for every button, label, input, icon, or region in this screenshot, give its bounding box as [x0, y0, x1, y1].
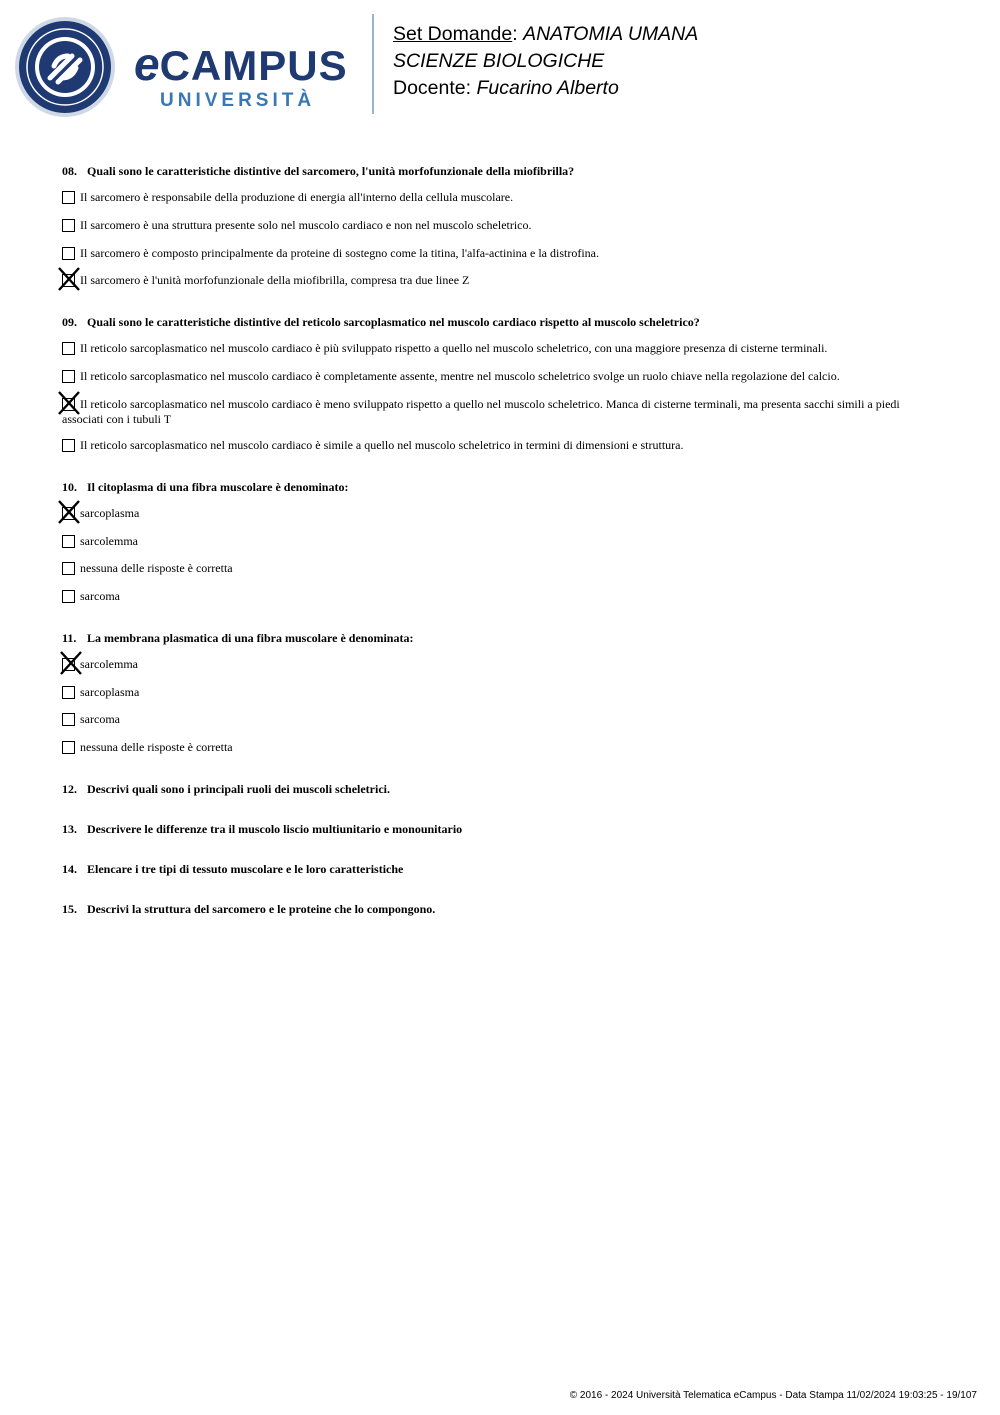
answer-option[interactable]: sarcolemma	[62, 534, 942, 549]
teacher-label: Docente:	[393, 77, 477, 99]
check-x-icon	[59, 650, 83, 676]
question-text: La membrana plasmatica di una fibra muscolare è denominata:	[87, 631, 414, 645]
question-text: Quali sono le caratteristiche distintive del reticolo sarcoplasmatico nel muscolo cardiaco rispetto al muscolo scheletrico?	[87, 315, 700, 329]
ecampus-seal-logo	[14, 16, 116, 118]
course-name: ANATOMIA UMANA	[523, 23, 699, 45]
question-number: 12.	[62, 782, 77, 796]
answer-option[interactable]: Il sarcomero è una struttura presente solo nel muscolo cardiaco e non nel muscolo scheletrico.	[62, 218, 942, 233]
check-x-icon	[57, 390, 81, 416]
answer-option-selected[interactable]: Il reticolo sarcoplasmatico nel muscolo cardiaco è meno sviluppato rispetto a quello nel muscolo scheletrico. Manca di cisterne terminali, ma presenta sacchi simili a piedi associati con i tubuli T	[62, 397, 942, 427]
question-number: 13.	[62, 822, 77, 836]
checkbox[interactable]	[62, 370, 75, 383]
answer-option[interactable]: Il sarcomero è composto principalmente da proteine di sostegno come la titina, l'alfa-actinina e la distrofina.	[62, 246, 942, 261]
checkbox[interactable]	[62, 590, 75, 603]
question-text: Descrivere le differenze tra il muscolo liscio multiunitario e monounitario	[87, 822, 463, 836]
question-text: Il citoplasma di una fibra muscolare è denominato:	[87, 480, 349, 494]
checkbox[interactable]	[62, 342, 75, 355]
degree-name: SCIENZE BIOLOGICHE	[393, 50, 605, 72]
question-15	[62, 902, 435, 917]
question-number: 09.	[62, 315, 77, 329]
check-x-icon	[57, 266, 81, 292]
degree-line	[393, 49, 604, 73]
brand-subtitle: UNIVERSITÀ	[160, 90, 316, 111]
question-14	[62, 862, 403, 877]
check-x-icon	[57, 499, 81, 525]
question-text: Elencare i tre tipi di tessuto muscolare e le loro caratteristiche	[87, 862, 404, 876]
answer-option[interactable]: sarcoma	[62, 712, 942, 727]
answer-option-selected[interactable]: sarcoplasma	[62, 506, 942, 521]
question-12	[62, 782, 390, 797]
question-13	[62, 822, 462, 837]
checkbox[interactable]	[62, 247, 75, 260]
answer-option[interactable]: Il reticolo sarcoplasmatico nel muscolo cardiaco è simile a quello nel muscolo scheletrico in termini di dimensioni e struttura.	[62, 438, 942, 453]
answer-option[interactable]: Il reticolo sarcoplasmatico nel muscolo cardiaco è completamente assente, mentre nel muscolo scheletrico svolge un ruolo chiave nella regolazione del calcio.	[62, 369, 942, 384]
question-number: 14.	[62, 862, 77, 876]
answer-option[interactable]: nessuna delle risposte è corretta	[62, 561, 942, 576]
answer-option-selected[interactable]: sarcolemma	[62, 657, 942, 672]
page-footer: © 2016 - 2024 Università Telematica eCampus - Data Stampa 11/02/2024 19:03:25 - 19/107	[569, 1390, 977, 1401]
question-10	[62, 480, 348, 495]
checkbox[interactable]	[62, 562, 75, 575]
header-divider	[372, 14, 374, 114]
question-11	[62, 631, 413, 646]
checkbox[interactable]	[62, 191, 75, 204]
question-number: 15.	[62, 902, 77, 916]
question-number: 08.	[62, 164, 77, 178]
checkbox[interactable]	[62, 713, 75, 726]
question-number: 10.	[62, 480, 77, 494]
answer-option[interactable]: nessuna delle risposte è corretta	[62, 740, 942, 755]
checkbox[interactable]	[62, 439, 75, 452]
answer-option[interactable]: sarcoma	[62, 589, 942, 604]
set-title-line: Set Domande: ANATOMIA UMANA	[393, 23, 699, 45]
answer-option-selected[interactable]: Il sarcomero è l'unità morfofunzionale della miofibrilla, compresa tra due linee Z	[62, 273, 942, 288]
set-label: Set Domande	[393, 23, 513, 45]
question-09	[62, 315, 700, 330]
question-text: Quali sono le caratteristiche distintive del sarcomero, l'unità morfofunzionale della miofibrilla?	[87, 164, 575, 178]
question-text: Descrivi quali sono i principali ruoli dei muscoli scheletrici.	[87, 782, 390, 796]
brand-prefix: e	[134, 38, 160, 90]
checkbox[interactable]	[62, 741, 75, 754]
question-08	[62, 164, 574, 179]
checkbox[interactable]	[62, 535, 75, 548]
answer-option[interactable]: Il reticolo sarcoplasmatico nel muscolo cardiaco è più sviluppato rispetto a quello nel muscolo scheletrico, con una maggiore presenza di cisterne terminali.	[62, 341, 942, 356]
answer-option[interactable]: sarcoplasma	[62, 685, 942, 700]
answer-option[interactable]: Il sarcomero è responsabile della produzione di energia all'interno della cellula muscolare.	[62, 190, 942, 205]
checkbox[interactable]	[62, 686, 75, 699]
question-text: Descrivi la struttura del sarcomero e le proteine che lo compongono.	[87, 902, 436, 916]
checkbox[interactable]	[62, 219, 75, 232]
ecampus-wordmark	[134, 38, 348, 112]
teacher-line	[393, 76, 619, 100]
question-number: 11.	[62, 631, 77, 645]
brand-name: CAMPUS	[159, 42, 348, 89]
teacher-name: Fucarino Alberto	[476, 77, 619, 99]
